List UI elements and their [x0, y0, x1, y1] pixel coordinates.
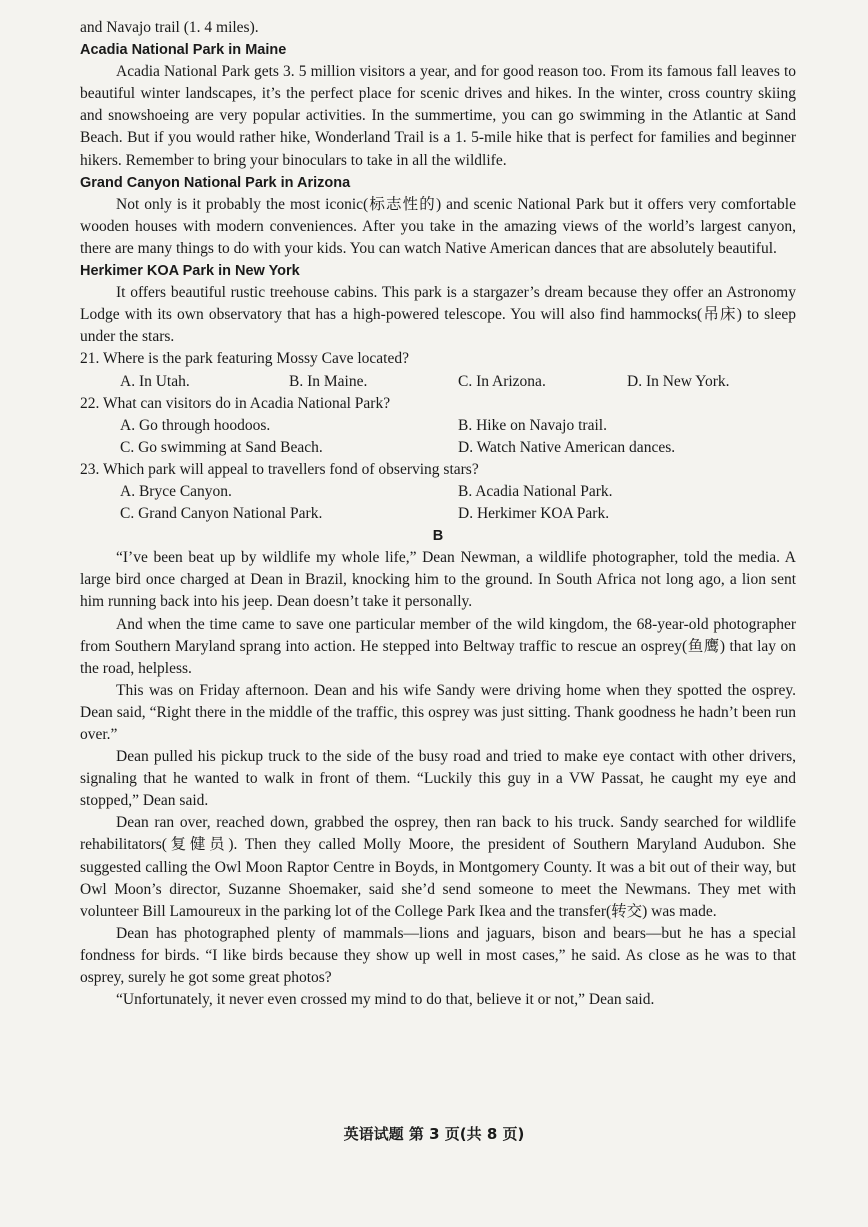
section-label-b: B: [432, 528, 444, 545]
question-stem: 22. What can visitors do in Acadia National Park?: [80, 394, 391, 412]
option-b: B. Acadia National Park.: [458, 482, 613, 500]
option-d: D. In New York.: [627, 372, 730, 390]
paragraph-b-6: Dean has photographed plenty of mammals—lions and jaguars, bison and bears—but he has a special fondness for birds. “I like birds because they show up well in most cases,” he said. As close as he was to that osprey, surely he got some great photos?: [80, 924, 796, 987]
question-21: [80, 348, 796, 392]
paragraph-b-7: “Unfortunately, it never even crossed my mind to do that, believe it or not,” Dean said.: [116, 991, 655, 1009]
answer-options: [80, 481, 796, 503]
question-stem: 23. Which park will appeal to travellers fond of observing stars?: [80, 460, 479, 478]
paragraph-acadia: Acadia National Park gets 3. 5 million visitors a year, and for good reason too. From its famous fall leaves to beautiful winter landscapes, it’s the perfect place for scenic drives and hikes. In the winter, cross country skiing and snowshoeing are very popular activities. In the summertime, you can go swimming in the Atlantic at Sand Beach. But if you would rather hike, Wonderland Trail is a 1. 5-mile hike that is perfect for families and beginner hikers. Remember to bring your binoculars to take in all the wildlife.: [80, 63, 796, 169]
option-d: D. Watch Native American dances.: [458, 438, 676, 456]
paragraph-herkimer: It offers beautiful rustic treehouse cabins. This park is a stargazer’s dream because they offer an Astronomy Lodge with its own observatory that has a high-powered telescope. You will also find hammocks(吊床) to sleep under the stars.: [80, 284, 796, 346]
question-22: [80, 393, 796, 459]
paragraph-b-1: “I’ve been beat up by wildlife my whole life,” Dean Newman, a wildlife photographer, told the media. A large bird once charged at Dean in Brazil, knocking him to the ground. In South Africa not long ago, a lion sent him running back into his jeep. Dean doesn’t take it personally.: [80, 549, 796, 611]
question-23: [80, 459, 796, 525]
option-a: A. In Utah.: [120, 372, 190, 390]
passage-a-continuation: and Navajo trail (1. 4 miles).: [80, 19, 259, 36]
option-a: A. Bryce Canyon.: [120, 482, 232, 500]
option-b: B. In Maine.: [289, 372, 368, 390]
option-c: C. In Arizona.: [458, 372, 546, 390]
option-c: C. Go swimming at Sand Beach.: [120, 438, 323, 456]
answer-options: [80, 415, 796, 437]
answer-options: [80, 371, 796, 393]
answer-options: [80, 437, 796, 459]
heading-grand-canyon: Grand Canyon National Park in Arizona: [80, 174, 351, 191]
option-d: D. Herkimer KOA Park.: [458, 505, 610, 523]
option-a: A. Go through hoodoos.: [120, 416, 271, 434]
paragraph-b-2: And when the time came to save one particular member of the wild kingdom, the 68-year-old photographer from Southern Maryland sprang into action. He stepped into Beltway traffic to rescue an osprey(鱼鹰) that lay on the road, helpless.: [80, 615, 796, 677]
answer-options: [80, 503, 796, 525]
heading-herkimer: Herkimer KOA Park in New York: [80, 263, 300, 280]
option-b: B. Hike on Navajo trail.: [458, 416, 607, 434]
paragraph-b-5: Dean ran over, reached down, grabbed the osprey, then ran back to his truck. Sandy searched for wildlife rehabilitators(复健员). Then they called Molly Moore, the president of Southern Maryland Audubon. She suggested calling the Owl Moon Raptor Centre in Boyds, in Montgomery County. It was a bit out of their way, but Owl Moon’s director, Suzanne Shoemaker, said she’d send someone to meet the Newmans. They met with volunteer Bill Lamoureux in the parking lot of the College Park Ikea and the transfer(转交) was made.: [80, 814, 796, 920]
page-content: [80, 17, 796, 1011]
paragraph-grand-canyon: Not only is it probably the most iconic(标志性的) and scenic National Park but it offers very comfortable wooden houses with modern conveniences. After you take in the amazing views of the world’s largest canyon, there are many things to do with your kids. You can watch Native American dances that are absolutely beautiful.: [80, 195, 796, 257]
heading-acadia: Acadia National Park in Maine: [80, 42, 287, 59]
paragraph-b-4: Dean pulled his pickup truck to the side of the busy road and tried to make eye contact with other drivers, signaling that he wanted to walk in front of them. “Luckily this guy in a VW Passat, he caught my eye and stopped,” Dean said.: [80, 748, 796, 810]
paragraph-b-3: This was on Friday afternoon. Dean and his wife Sandy were driving home when they spotted the osprey. Dean said, “Right there in the middle of the traffic, this osprey was just sitting. Thank goodness he hadn’t been run over.”: [80, 681, 796, 743]
question-stem: 21. Where is the park featuring Mossy Cave located?: [80, 350, 409, 368]
option-c: C. Grand Canyon National Park.: [120, 505, 323, 523]
page-footer: 英语试题 第 3 页(共 8 页): [343, 1125, 525, 1143]
